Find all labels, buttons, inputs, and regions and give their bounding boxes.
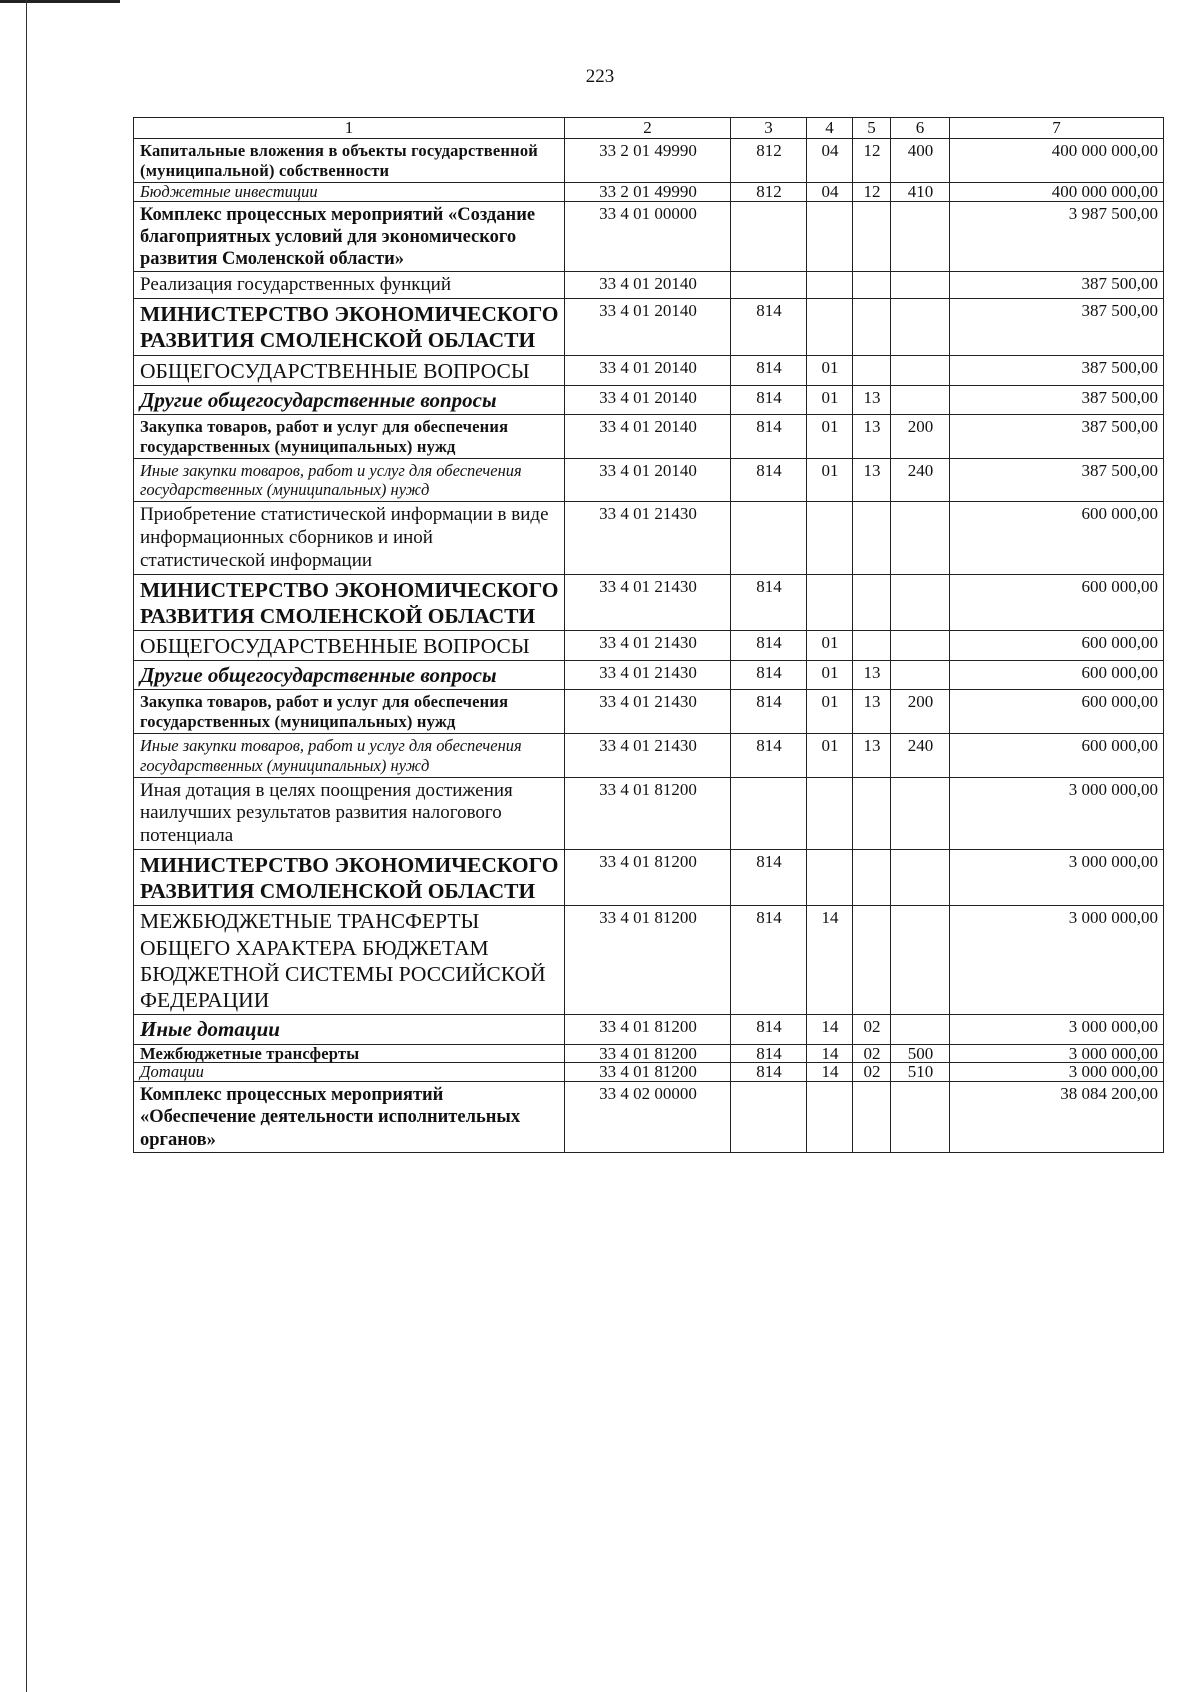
table-row: [134, 299, 1164, 355]
section-code: [807, 201, 853, 272]
table-row: [134, 415, 1164, 459]
target-article: 33 4 01 21430: [565, 631, 731, 661]
scan-edge-top: [0, 0, 120, 3]
subsection-code: 12: [853, 182, 891, 201]
row-name: МИНИСТЕРСТВО ЭКОНОМИЧЕСКОГО РАЗВИТИЯ СМОЛЕНСКОЙ ОБЛАСТИ: [134, 299, 565, 355]
subsection-code: 02: [853, 1063, 891, 1082]
row-name: Комплекс процессных мероприятий «Обеспечение деятельности исполнительных органов»: [134, 1082, 565, 1153]
header-col-5: 5: [853, 118, 891, 139]
subsection-code: 13: [853, 734, 891, 778]
scan-edge-left: [26, 0, 27, 1692]
amount: 3 987 500,00: [950, 201, 1164, 272]
target-article: 33 4 01 81200: [565, 1044, 731, 1063]
table-row: [134, 661, 1164, 690]
target-article: 33 4 02 00000: [565, 1082, 731, 1153]
expense-type-code: [891, 574, 950, 630]
table-row: [134, 385, 1164, 414]
table-row: [134, 502, 1164, 574]
subsection-code: 13: [853, 415, 891, 459]
section-code: [807, 777, 853, 849]
amount: 400 000 000,00: [950, 139, 1164, 183]
target-article: 33 4 01 81200: [565, 777, 731, 849]
expense-type-code: 200: [891, 690, 950, 734]
target-article: 33 4 01 81200: [565, 1015, 731, 1044]
ministry-code: 814: [731, 385, 807, 414]
subsection-code: 13: [853, 690, 891, 734]
section-code: 04: [807, 182, 853, 201]
subsection-code: [853, 906, 891, 1015]
expense-type-code: [891, 385, 950, 414]
expense-type-code: [891, 355, 950, 385]
target-article: 33 4 01 20140: [565, 415, 731, 459]
table-row: [134, 355, 1164, 385]
ministry-code: 812: [731, 182, 807, 201]
ministry-code: 814: [731, 574, 807, 630]
expense-type-code: [891, 777, 950, 849]
section-code: 14: [807, 906, 853, 1015]
subsection-code: 02: [853, 1044, 891, 1063]
section-code: [807, 1082, 853, 1153]
page-number: 223: [585, 66, 615, 87]
target-article: 33 4 01 20140: [565, 355, 731, 385]
table-row: [134, 906, 1164, 1015]
amount: 3 000 000,00: [950, 1044, 1164, 1063]
ministry-code: 812: [731, 139, 807, 183]
ministry-code: 814: [731, 1015, 807, 1044]
subsection-code: 13: [853, 661, 891, 690]
section-code: [807, 850, 853, 906]
amount: 38 084 200,00: [950, 1082, 1164, 1153]
expense-type-code: [891, 850, 950, 906]
amount: 600 000,00: [950, 661, 1164, 690]
header-col-2: 2: [565, 118, 731, 139]
row-name: Иные дотации: [134, 1015, 565, 1044]
ministry-code: 814: [731, 850, 807, 906]
ministry-code: 814: [731, 1044, 807, 1063]
subsection-code: [853, 777, 891, 849]
row-name: Другие общегосударственные вопросы: [134, 661, 565, 690]
target-article: 33 4 01 20140: [565, 458, 731, 502]
expense-type-code: 500: [891, 1044, 950, 1063]
amount: 3 000 000,00: [950, 850, 1164, 906]
amount: 600 000,00: [950, 734, 1164, 778]
ministry-code: 814: [731, 661, 807, 690]
section-code: [807, 299, 853, 355]
amount: 387 500,00: [950, 385, 1164, 414]
amount: 3 000 000,00: [950, 777, 1164, 849]
section-code: 01: [807, 385, 853, 414]
amount: 400 000 000,00: [950, 182, 1164, 201]
section-code: 01: [807, 458, 853, 502]
table-row: [134, 182, 1164, 201]
row-name: МИНИСТЕРСТВО ЭКОНОМИЧЕСКОГО РАЗВИТИЯ СМОЛЕНСКОЙ ОБЛАСТИ: [134, 850, 565, 906]
ministry-code: [731, 502, 807, 574]
row-name: ОБЩЕГОСУДАРСТВЕННЫЕ ВОПРОСЫ: [134, 355, 565, 385]
section-code: 01: [807, 734, 853, 778]
ministry-code: 814: [731, 631, 807, 661]
section-code: 04: [807, 139, 853, 183]
section-code: [807, 574, 853, 630]
table-row: [134, 458, 1164, 502]
section-code: 14: [807, 1015, 853, 1044]
section-code: 01: [807, 355, 853, 385]
table-row: [134, 1063, 1164, 1082]
amount: 600 000,00: [950, 631, 1164, 661]
table-row: [134, 777, 1164, 849]
header-col-4: 4: [807, 118, 853, 139]
header-col-7: 7: [950, 118, 1164, 139]
section-code: [807, 272, 853, 299]
target-article: 33 2 01 49990: [565, 182, 731, 201]
subsection-code: [853, 1082, 891, 1153]
row-name: Реализация государственных функций: [134, 272, 565, 299]
header-col-1: 1: [134, 118, 565, 139]
amount: 3 000 000,00: [950, 1063, 1164, 1082]
expense-type-code: 240: [891, 734, 950, 778]
row-name: МЕЖБЮДЖЕТНЫЕ ТРАНСФЕРТЫ ОБЩЕГО ХАРАКТЕРА БЮДЖЕТАМ БЮДЖЕТНОЙ СИСТЕМЫ РОССИЙСКОЙ ФЕДЕРАЦИИ: [134, 906, 565, 1015]
subsection-code: [853, 631, 891, 661]
row-name: Дотации: [134, 1063, 565, 1082]
expense-type-code: [891, 631, 950, 661]
section-code: 01: [807, 631, 853, 661]
row-name: Капитальные вложения в объекты государственной (муниципальной) собственности: [134, 139, 565, 183]
expense-type-code: 240: [891, 458, 950, 502]
row-name: Комплекс процессных мероприятий «Создание благоприятных условий для экономического развития Смоленской области»: [134, 201, 565, 272]
row-name: Иная дотация в целях поощрения достижения наилучших результатов развития налогового потенциала: [134, 777, 565, 849]
row-name: Закупка товаров, работ и услуг для обеспечения государственных (муниципальных) нужд: [134, 690, 565, 734]
row-name: Бюджетные инвестиции: [134, 182, 565, 201]
row-name: Межбюджетные трансферты: [134, 1044, 565, 1063]
budget-table: [133, 117, 1164, 1153]
target-article: 33 4 01 81200: [565, 1063, 731, 1082]
expense-type-code: [891, 661, 950, 690]
ministry-code: [731, 777, 807, 849]
amount: 600 000,00: [950, 502, 1164, 574]
subsection-code: [853, 574, 891, 630]
subsection-code: 13: [853, 458, 891, 502]
section-code: 14: [807, 1044, 853, 1063]
ministry-code: 814: [731, 458, 807, 502]
target-article: 33 4 01 81200: [565, 850, 731, 906]
subsection-code: 12: [853, 139, 891, 183]
ministry-code: 814: [731, 415, 807, 459]
header-row: [134, 118, 1164, 139]
ministry-code: 814: [731, 355, 807, 385]
ministry-code: 814: [731, 906, 807, 1015]
expense-type-code: 410: [891, 182, 950, 201]
ministry-code: 814: [731, 734, 807, 778]
expense-type-code: [891, 201, 950, 272]
section-code: 01: [807, 415, 853, 459]
amount: 600 000,00: [950, 690, 1164, 734]
row-name: МИНИСТЕРСТВО ЭКОНОМИЧЕСКОГО РАЗВИТИЯ СМОЛЕНСКОЙ ОБЛАСТИ: [134, 574, 565, 630]
subsection-code: [853, 850, 891, 906]
expense-type-code: [891, 272, 950, 299]
target-article: 33 4 01 21430: [565, 734, 731, 778]
target-article: 33 4 01 81200: [565, 906, 731, 1015]
ministry-code: 814: [731, 690, 807, 734]
amount: 387 500,00: [950, 299, 1164, 355]
table-row: [134, 850, 1164, 906]
target-article: 33 4 01 21430: [565, 574, 731, 630]
expense-type-code: [891, 1015, 950, 1044]
section-code: 01: [807, 690, 853, 734]
amount: 387 500,00: [950, 415, 1164, 459]
target-article: 33 4 01 21430: [565, 661, 731, 690]
expense-type-code: 510: [891, 1063, 950, 1082]
table-row: [134, 201, 1164, 272]
amount: 600 000,00: [950, 574, 1164, 630]
row-name: Иные закупки товаров, работ и услуг для обеспечения государственных (муниципальных) нужд: [134, 458, 565, 502]
amount: 387 500,00: [950, 272, 1164, 299]
table-row: [134, 574, 1164, 630]
target-article: 33 4 01 20140: [565, 299, 731, 355]
amount: 3 000 000,00: [950, 906, 1164, 1015]
section-code: 01: [807, 661, 853, 690]
target-article: 33 4 01 21430: [565, 502, 731, 574]
amount: 387 500,00: [950, 458, 1164, 502]
subsection-code: [853, 355, 891, 385]
expense-type-code: [891, 906, 950, 1015]
section-code: 14: [807, 1063, 853, 1082]
section-code: [807, 502, 853, 574]
subsection-code: [853, 299, 891, 355]
header-col-3: 3: [731, 118, 807, 139]
subsection-code: [853, 201, 891, 272]
subsection-code: 02: [853, 1015, 891, 1044]
expense-type-code: 400: [891, 139, 950, 183]
row-name: Иные закупки товаров, работ и услуг для обеспечения государственных (муниципальных) нужд: [134, 734, 565, 778]
ministry-code: 814: [731, 299, 807, 355]
table-row: [134, 690, 1164, 734]
row-name: Закупка товаров, работ и услуг для обеспечения государственных (муниципальных) нужд: [134, 415, 565, 459]
ministry-code: [731, 1082, 807, 1153]
target-article: 33 4 01 00000: [565, 201, 731, 272]
ministry-code: 814: [731, 1063, 807, 1082]
target-article: 33 4 01 21430: [565, 690, 731, 734]
table-row: [134, 734, 1164, 778]
row-name: Приобретение статистической информации в виде информационных сборников и иной статистической информации: [134, 502, 565, 574]
ministry-code: [731, 272, 807, 299]
row-name: ОБЩЕГОСУДАРСТВЕННЫЕ ВОПРОСЫ: [134, 631, 565, 661]
subsection-code: 13: [853, 385, 891, 414]
subsection-code: [853, 272, 891, 299]
table-row: [134, 1044, 1164, 1063]
amount: 387 500,00: [950, 355, 1164, 385]
table-row: [134, 272, 1164, 299]
header-col-6: 6: [891, 118, 950, 139]
row-name: Другие общегосударственные вопросы: [134, 385, 565, 414]
expense-type-code: [891, 299, 950, 355]
subsection-code: [853, 502, 891, 574]
expense-type-code: [891, 502, 950, 574]
target-article: 33 4 01 20140: [565, 385, 731, 414]
expense-type-code: [891, 1082, 950, 1153]
table-row: [134, 1015, 1164, 1044]
table-body: [134, 139, 1164, 1152]
amount: 3 000 000,00: [950, 1015, 1164, 1044]
target-article: 33 4 01 20140: [565, 272, 731, 299]
table-row: [134, 1082, 1164, 1153]
table-row: [134, 139, 1164, 183]
table-row: [134, 631, 1164, 661]
ministry-code: [731, 201, 807, 272]
expense-type-code: 200: [891, 415, 950, 459]
target-article: 33 2 01 49990: [565, 139, 731, 183]
